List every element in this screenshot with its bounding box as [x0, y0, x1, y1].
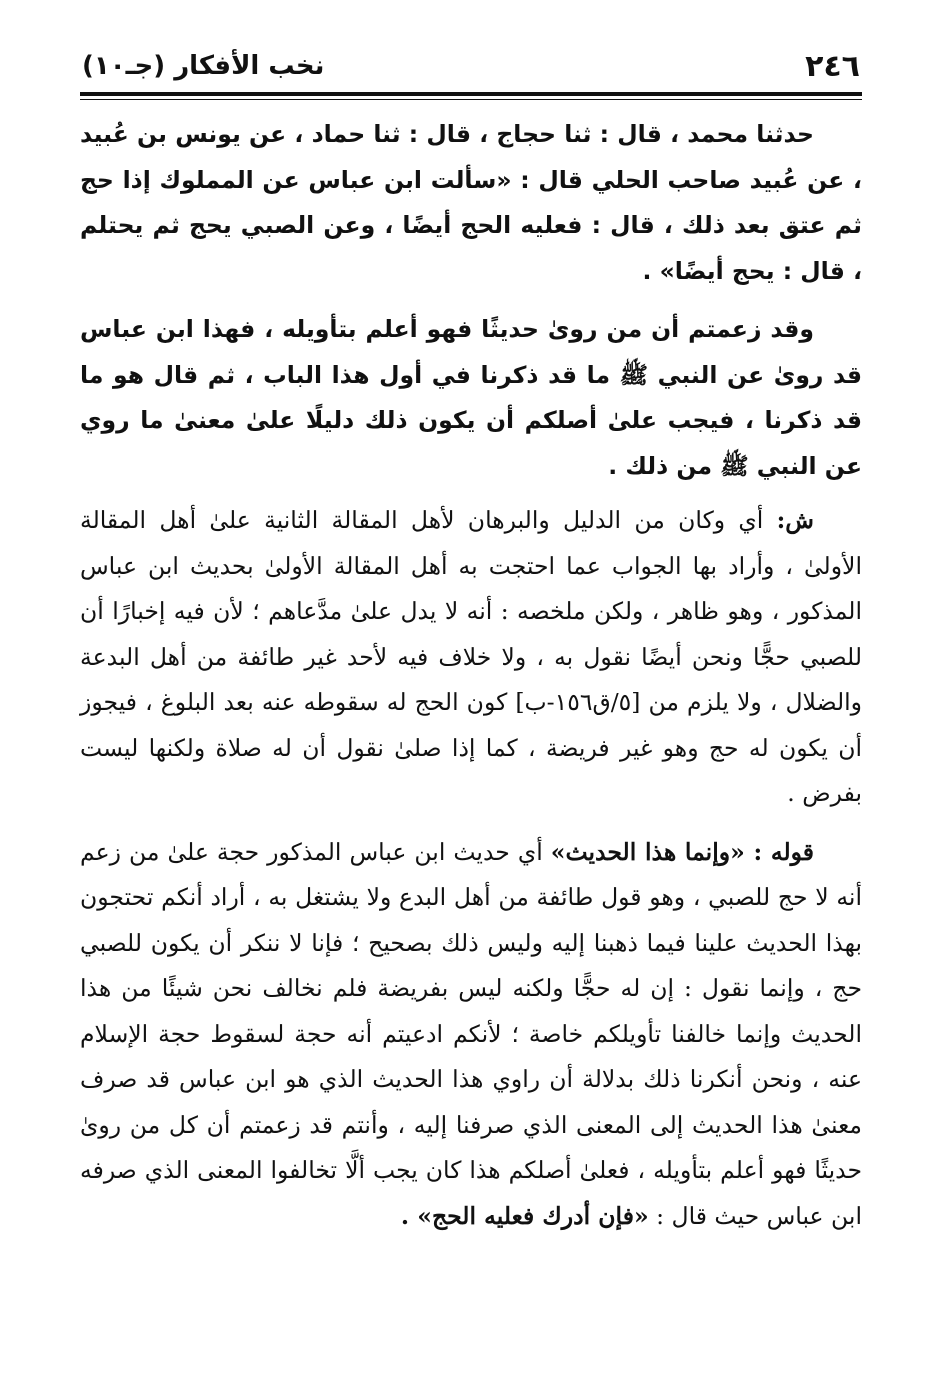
qawluhu-lead: قوله : «وإنما هذا الحديث» [550, 837, 814, 866]
header-rule-thin [80, 99, 862, 100]
matn-paragraph: وقد زعمتم أن من روىٰ حديثًا فهو أعلم بتأويله ، فهذا ابن عباس قد روىٰ عن النبي ﷺ ما قد ذكرنا في أول هذا الباب ، ثم قال هو ما قد ذكرنا ، فيجب علىٰ أصلكم أن يكون ذلك دليلًا علىٰ معنىٰ ما روي عن النبي ﷺ من ذلك . [80, 315, 862, 480]
closing-quote: «فإن أدرك فعليه الحج» . [400, 1201, 649, 1230]
commentary-paragraph [80, 498, 862, 817]
book-title: نخب الأفكار (جـ١٠) [82, 51, 325, 81]
header-rule-thick [80, 92, 862, 96]
commentary-text: أي وكان من الدليل والبرهان لأهل المقالة الثانية علىٰ أهل المقالة الأولىٰ ، وأراد بها الجواب عما احتجت به أهل المقالة الأولىٰ بحديث ابن عباس المذكور ، وهو ظاهر ، ولكن ملخصه : أنه لا يدل علىٰ مدَّعاهم ؛ لأن فيه إخبارًا أن للصبي حجًّا ونحن أيضًا نقول به ، ولا خلاف فيه لأحد غير طائفة من أهل البدعة والضلال ، ولا يلزم من [٥/ق١٥٦-ب] كون الحج له سقوطه عنه بعد البلوغ ، فيجوز أن يكون له حج وهو غير فريضة ، كما إذا صلىٰ نقول أن له صلاة ولكنها ليست بفرض . [80, 506, 862, 807]
commentary-text-2: أي حديث ابن عباس المذكور حجة علىٰ من زعم أنه لا حج للصبي ، وهو قول طائفة من أهل البدع ولا يشتغل به ، أراد أنكم تحتجون بهذا الحديث علينا فيما ذهبنا إليه وليس ذلك بصحيح ؛ فإنا لا ننكر أن يكون للصبي حج ، وإنما نقول : إن له حجًّا ولكنه ليس بفريضة فلم نخالف نحن شيئًا من هذا الحديث وإنما خالفنا تأويلكم خاصة ؛ لأنكم ادعيتم أنه حجة لسقوط حجة الإسلام عنه ، ونحن أنكرنا ذلك بدلالة أن راوي هذا الحديث الذي هو ابن عباس قد صرف معنىٰ هذا الحديث إلى المعنى الذي صرفنا إليه ، وأنتم قد زعمتم أن كل من روىٰ حديثًا فهو أعلم بتأويله ، فعلىٰ أصلكم هذا كان يجب ألَّا تخالفوا المعنى الذي صرفه ابن عباس حيث قال : [80, 837, 862, 1230]
page-number: ٢٤٦ [805, 48, 860, 84]
page-body [80, 112, 862, 1239]
hadith-paragraph: حدثنا محمد ، قال : ثنا حجاج ، قال : ثنا حماد ، عن يونس بن عُبيد ، عن عُبيد صاحب الحلي قال : «سألت ابن عباس عن المملوك إذا حج ثم عتق بعد ذلك ، قال : فعليه الحج أيضًا ، وعن الصبي يحج ثم يحتلم ، قال : يحج أيضًا» . [80, 120, 862, 285]
page-header [82, 40, 860, 92]
commentary-marker: ش: [776, 506, 814, 534]
commentary-paragraph-2 [80, 830, 862, 1240]
